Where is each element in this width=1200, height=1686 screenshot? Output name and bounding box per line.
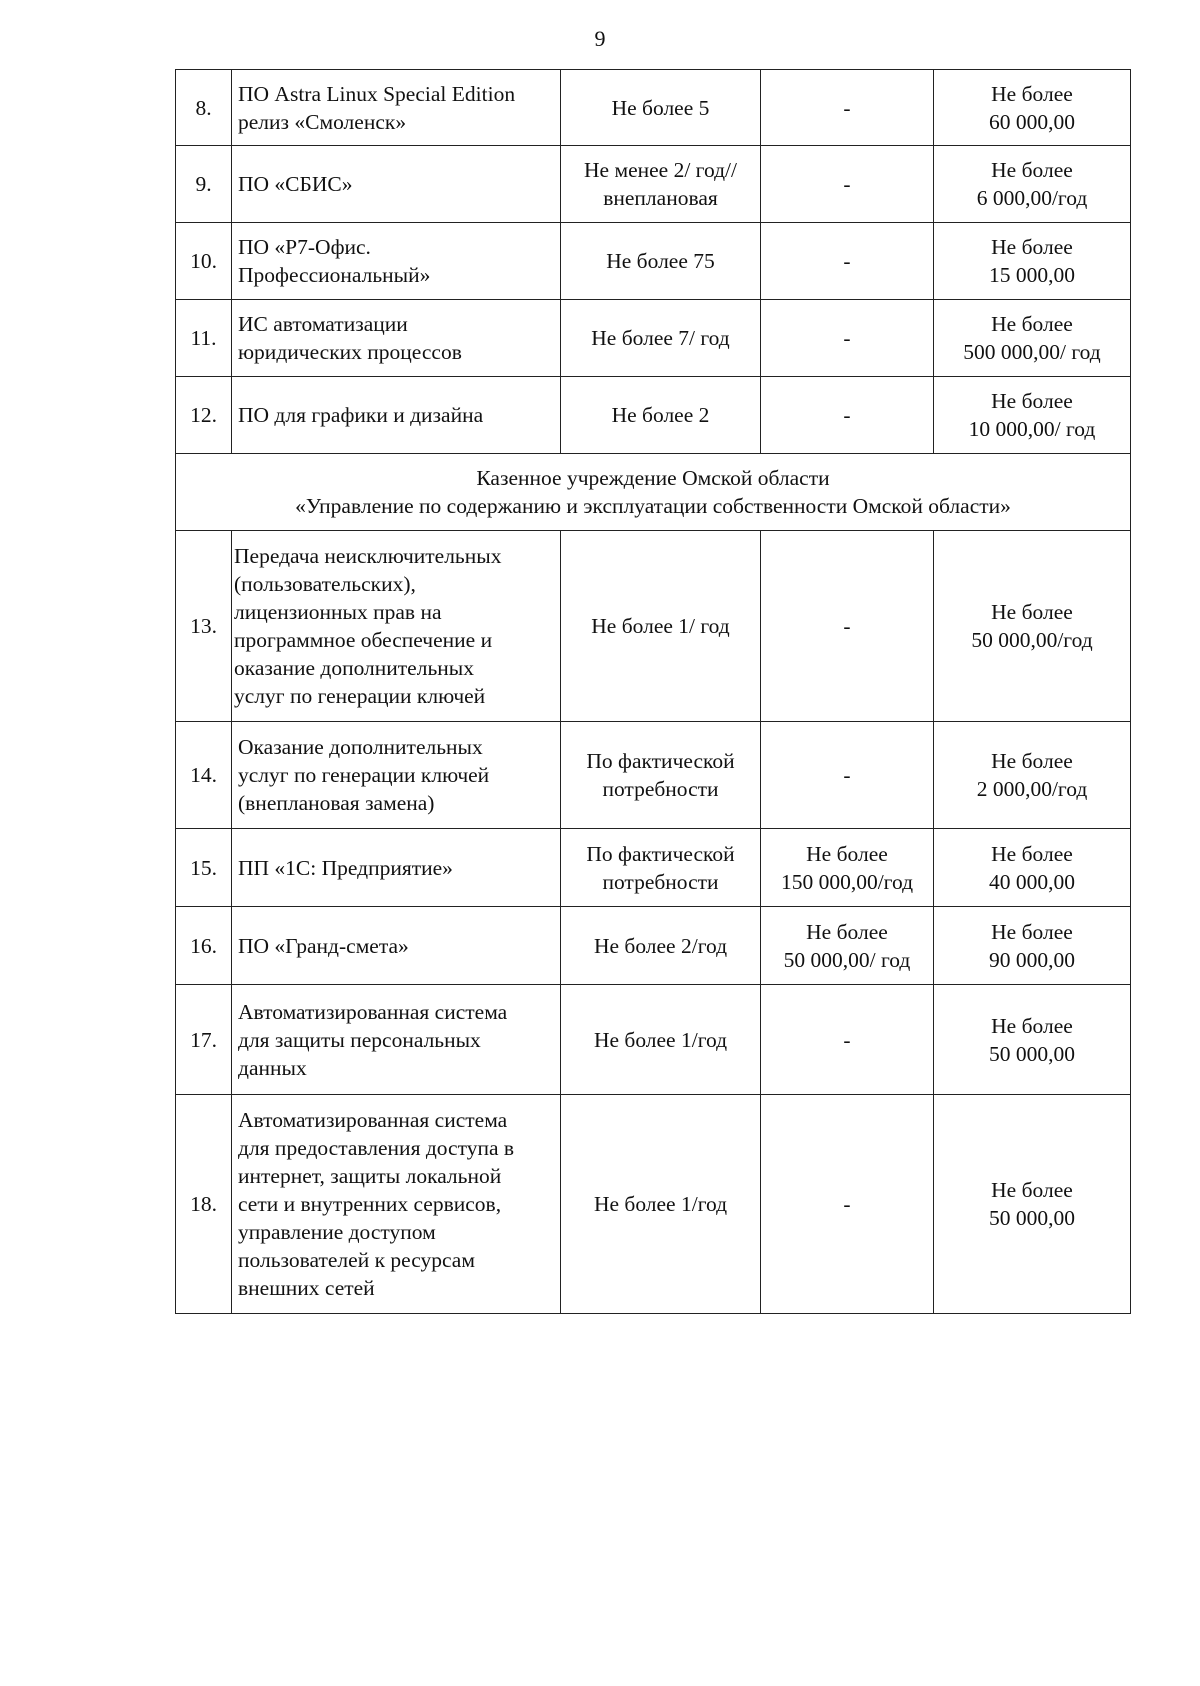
requirements-table (175, 69, 1131, 1314)
item-price-1: Не более 150 000,00/год (761, 829, 934, 907)
row-number: 13. (176, 531, 232, 722)
item-name: ПО «СБИС» (232, 146, 561, 223)
table-row (176, 300, 1131, 377)
item-price-2: Не более 500 000,00/ год (934, 300, 1131, 377)
table-row (176, 146, 1131, 223)
row-number: 9. (176, 146, 232, 223)
item-price-2: Не более 6 000,00/год (934, 146, 1131, 223)
item-quantity: По фактической потребности (561, 829, 761, 907)
item-price-2: Не более 60 000,00 (934, 70, 1131, 146)
item-name: Передача неисключительных (пользовательских), лицензионных прав на программное обеспечение и оказание дополнительных услуг по генерации ключей (232, 531, 561, 722)
item-price-1: - (761, 531, 934, 722)
section-title-line-1: Казенное учреждение Омской области (476, 466, 830, 490)
item-price-1: - (761, 985, 934, 1095)
item-name: Автоматизированная система для защиты персональных данных (232, 985, 561, 1095)
section-title-line-2: «Управление по содержанию и эксплуатации собственности Омской области» (295, 494, 1011, 518)
item-quantity: Не менее 2/ год// внеплановая (561, 146, 761, 223)
row-number: 10. (176, 223, 232, 300)
table-row (176, 1095, 1131, 1314)
item-name: ПП «1С: Предприятие» (232, 829, 561, 907)
table-row (176, 223, 1131, 300)
item-price-2: Не более 2 000,00/год (934, 722, 1131, 829)
item-price-1: - (761, 146, 934, 223)
row-number: 17. (176, 985, 232, 1095)
item-quantity: Не более 7/ год (561, 300, 761, 377)
item-name: Оказание дополнительных услуг по генерации ключей (внеплановая замена) (232, 722, 561, 829)
row-number: 8. (176, 70, 232, 146)
item-price-1: - (761, 1095, 934, 1314)
item-quantity: Не более 1/год (561, 1095, 761, 1314)
item-quantity: Не более 5 (561, 70, 761, 146)
row-number: 18. (176, 1095, 232, 1314)
item-name: ПО «Гранд-смета» (232, 907, 561, 985)
table-row (176, 531, 1131, 722)
item-price-1: - (761, 377, 934, 454)
item-price-1: - (761, 70, 934, 146)
table-row (176, 70, 1131, 146)
table-row (176, 722, 1131, 829)
item-price-2: Не более 50 000,00 (934, 985, 1131, 1095)
item-price-1: - (761, 722, 934, 829)
row-number: 12. (176, 377, 232, 454)
item-name: ПО для графики и дизайна (232, 377, 561, 454)
item-price-2: Не более 15 000,00 (934, 223, 1131, 300)
section-header-row (176, 454, 1131, 531)
item-price-1: - (761, 300, 934, 377)
item-price-2: Не более 90 000,00 (934, 907, 1131, 985)
table-row (176, 829, 1131, 907)
item-quantity: По фактической потребности (561, 722, 761, 829)
table-row (176, 907, 1131, 985)
item-quantity: Не более 1/ год (561, 531, 761, 722)
item-price-2: Не более 50 000,00/год (934, 531, 1131, 722)
item-price-1: Не более 50 000,00/ год (761, 907, 934, 985)
table-row (176, 985, 1131, 1095)
item-name: Автоматизированная система для предоставления доступа в интернет, защиты локальной сети и внутренних сервисов, управление доступом пользователей к ресурсам внешних сетей (232, 1095, 561, 1314)
row-number: 16. (176, 907, 232, 985)
item-price-2: Не более 50 000,00 (934, 1095, 1131, 1314)
row-number: 11. (176, 300, 232, 377)
section-header (176, 454, 1131, 531)
item-price-2: Не более 40 000,00 (934, 829, 1131, 907)
item-price-1: - (761, 223, 934, 300)
row-number: 14. (176, 722, 232, 829)
item-name: ИС автоматизации юридических процессов (232, 300, 561, 377)
item-quantity: Не более 1/год (561, 985, 761, 1095)
table-row (176, 377, 1131, 454)
item-quantity: Не более 75 (561, 223, 761, 300)
item-quantity: Не более 2/год (561, 907, 761, 985)
item-quantity: Не более 2 (561, 377, 761, 454)
item-name: ПО «Р7-Офис. Профессиональный» (232, 223, 561, 300)
item-name: ПО Astra Linux Special Edition релиз «Смоленск» (232, 70, 561, 146)
item-price-2: Не более 10 000,00/ год (934, 377, 1131, 454)
page-number: 9 (594, 26, 606, 51)
row-number: 15. (176, 829, 232, 907)
